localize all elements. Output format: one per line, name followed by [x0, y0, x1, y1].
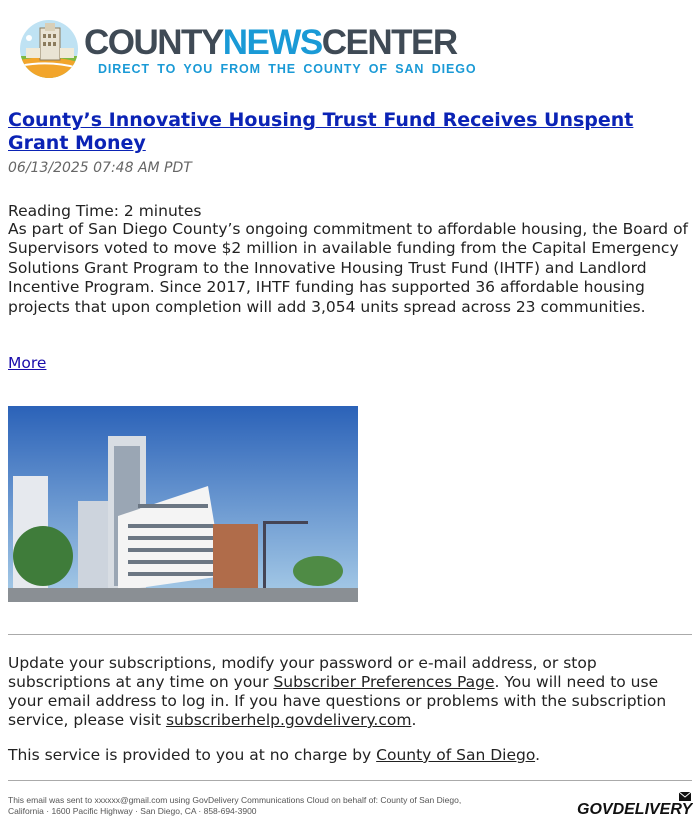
- divider: [8, 634, 692, 635]
- brand-tagline: DIRECT TO YOU FROM THE COUNTY OF SAN DIEGO: [98, 62, 477, 76]
- article-headline: [8, 109, 668, 155]
- subscriber-preferences-link[interactable]: Subscriber Preferences Page: [273, 673, 495, 691]
- subscriber-help-link[interactable]: subscriberhelp.govdelivery.com: [165, 711, 412, 729]
- county-news-center-logo[interactable]: [18, 18, 477, 82]
- brand-wordmark: COUNTYNEWSCENTER: [84, 23, 457, 62]
- reading-time: Reading Time: 2 minutes: [8, 202, 202, 220]
- article-date: 06/13/2025 07:48 AM PDT: [8, 160, 192, 176]
- article-summary: As part of San Diego County’s ongoing commitment to affordable housing, the Board of Supervisors voted to move $2 million in available funding from the Capital Emergency Solutions Grant Program to the Innovative Housing Trust Fund (IHTF) and Landlord Incentive Program. Since 2017, IHTF funding has supported 36 affordable housing projects that upon completion will add 3,054 units spread across 23 communities.: [8, 220, 689, 316]
- legal-footer: This email was sent to xxxxxx@gmail.com using GovDelivery Communications Cloud on behalf of: County of San Diego, California · 1600 Pacific Highway · San Diego, CA · 858-694-3900: [8, 795, 462, 816]
- headline-link[interactable]: County’s Innovative Housing Trust Fund Receives Unspent Grant Money: [8, 109, 634, 154]
- service-info: This service is provided to you at no charge by County of San Diego.: [8, 746, 541, 764]
- divider: [8, 780, 692, 781]
- county-of-san-diego-link[interactable]: County of San Diego: [376, 746, 536, 764]
- envelope-icon: [679, 792, 691, 801]
- govdelivery-logo[interactable]: [577, 790, 693, 818]
- subscription-info: Update your subscriptions, modify your password or e-mail address, or stop subscriptions at any time on your Subscriber Preferences Page. You will need to use your email address to log in. If you have questions or problems with the subscription service, please visit subscriberhelp.govdelivery.com.: [8, 654, 667, 729]
- article-photo[interactable]: [8, 406, 358, 602]
- county-seal-icon: [20, 20, 78, 78]
- govdelivery-wordmark: GOVDELIVERY: [577, 801, 693, 818]
- more-link[interactable]: More: [8, 354, 47, 372]
